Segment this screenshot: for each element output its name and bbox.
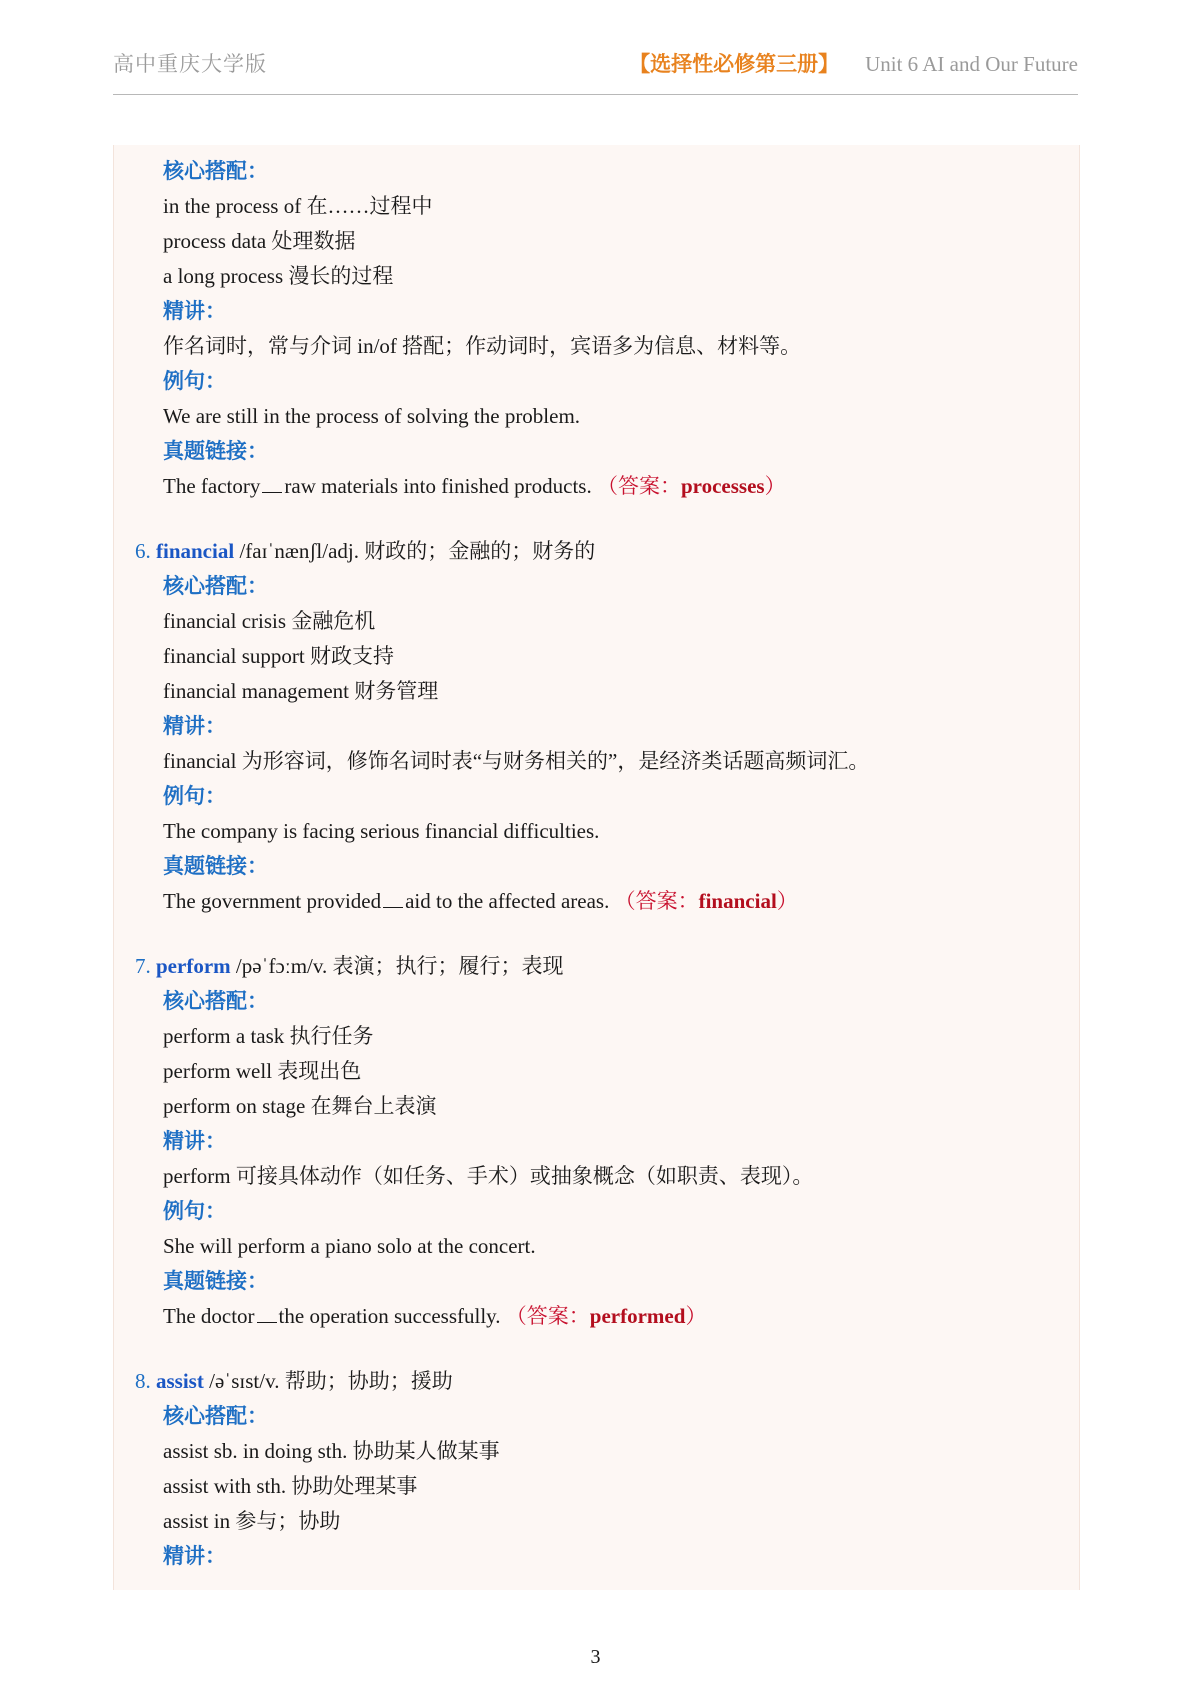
explanation-text: perform 可接具体动作（如任务、手术）或抽象概念（如职责、表现）。 [163, 1164, 814, 1188]
answer-prefix: （答案： [505, 1304, 590, 1328]
collocation-item: assist sb. in doing sth. 协助某人做某事 [163, 1439, 500, 1463]
answer-suffix: ） [764, 474, 786, 498]
entry-word: financial [156, 539, 235, 563]
explanation-text: 作名词时，常与介词 in/of 搭配；作动词时，宾语多为信息、材料等。 [163, 334, 802, 358]
collocation-item: a long process 漫长的过程 [163, 264, 394, 288]
collocation-item: perform on stage 在舞台上表演 [163, 1094, 437, 1118]
answer-word: financial [698, 889, 777, 913]
entry-heading [135, 952, 564, 980]
header-unit-title: Unit 6 AI and Our Future [865, 52, 1078, 76]
exam-question [163, 472, 786, 500]
answer-suffix: ） [685, 1304, 707, 1328]
explanation-label: 精讲： [163, 299, 226, 323]
example-label: 例句： [163, 784, 226, 808]
collocation-item: assist with sth. 协助处理某事 [163, 1474, 418, 1498]
fill-blank [383, 892, 403, 908]
entry-heading [135, 537, 595, 565]
example-sentence: The company is facing serious financial difficulties. [163, 819, 600, 843]
page-number: 3 [590, 1646, 601, 1668]
collocations-label: 核心搭配： [163, 989, 268, 1013]
example-sentence: We are still in the process of solving the problem. [163, 404, 581, 428]
entry-heading [135, 1367, 453, 1395]
collocation-item: assist in 参与；协助 [163, 1509, 341, 1533]
exam-question [163, 887, 798, 915]
collocation-item: financial crisis 金融危机 [163, 609, 376, 633]
header-series-title: 高中重庆大学版 [113, 52, 267, 76]
content-panel [113, 145, 1080, 1590]
page-header [113, 44, 1078, 95]
collocation-item: perform a task 执行任务 [163, 1024, 374, 1048]
answer-prefix: （答案： [614, 889, 699, 913]
collocation-item: process data 处理数据 [163, 229, 356, 253]
entry-number: 7. [135, 954, 151, 978]
collocation-item: financial management 财务管理 [163, 679, 439, 703]
entry-number: 6. [135, 539, 151, 563]
exam-label: 真题链接： [163, 854, 268, 878]
collocation-item: in the process of 在……过程中 [163, 194, 433, 218]
exam-text-after: aid to the affected areas. [405, 889, 610, 913]
exam-label: 真题链接： [163, 439, 268, 463]
header-book-title: 【选择性必修第三册】 [629, 52, 840, 76]
fill-blank [257, 1307, 277, 1323]
exam-text-after: raw materials into finished products. [284, 474, 592, 498]
example-sentence: She will perform a piano solo at the concert. [163, 1234, 536, 1258]
example-label: 例句： [163, 1199, 226, 1223]
exam-label: 真题链接： [163, 1269, 268, 1293]
answer-word: performed [589, 1304, 686, 1328]
explanation-text: financial 为形容词，修饰名词时表“与财务相关的”，是经济类话题高频词汇。 [163, 749, 870, 773]
header-right [629, 48, 1078, 78]
explanation-label: 精讲： [163, 1544, 226, 1568]
collocation-item: financial support 财政支持 [163, 644, 394, 668]
answer-prefix: （答案： [596, 474, 681, 498]
exam-question [163, 1302, 706, 1330]
collocation-item: perform well 表现出色 [163, 1059, 362, 1083]
collocations-label: 核心搭配： [163, 159, 268, 183]
collocations-label: 核心搭配： [163, 574, 268, 598]
entry-number: 8. [135, 1369, 151, 1393]
entry-word: assist [156, 1369, 204, 1393]
explanation-label: 精讲： [163, 714, 226, 738]
exam-text-after: the operation successfully. [278, 1304, 501, 1328]
answer-suffix: ） [776, 889, 798, 913]
fill-blank [262, 477, 282, 493]
entry-definition: /pəˈfɔːm/v. 表演；执行；履行；表现 [235, 954, 564, 978]
exam-text-before: The government provided [163, 889, 382, 913]
example-label: 例句： [163, 369, 226, 393]
entry-definition: /faɪˈnænʃl/adj. 财政的；金融的；财务的 [239, 539, 596, 563]
collocations-label: 核心搭配： [163, 1404, 268, 1428]
entry-word: perform [156, 954, 231, 978]
answer-word: processes [680, 474, 765, 498]
exam-text-before: The factory [163, 474, 261, 498]
exam-text-before: The doctor [163, 1304, 255, 1328]
entry-definition: /əˈsɪst/v. 帮助；协助；援助 [209, 1369, 453, 1393]
explanation-label: 精讲： [163, 1129, 226, 1153]
